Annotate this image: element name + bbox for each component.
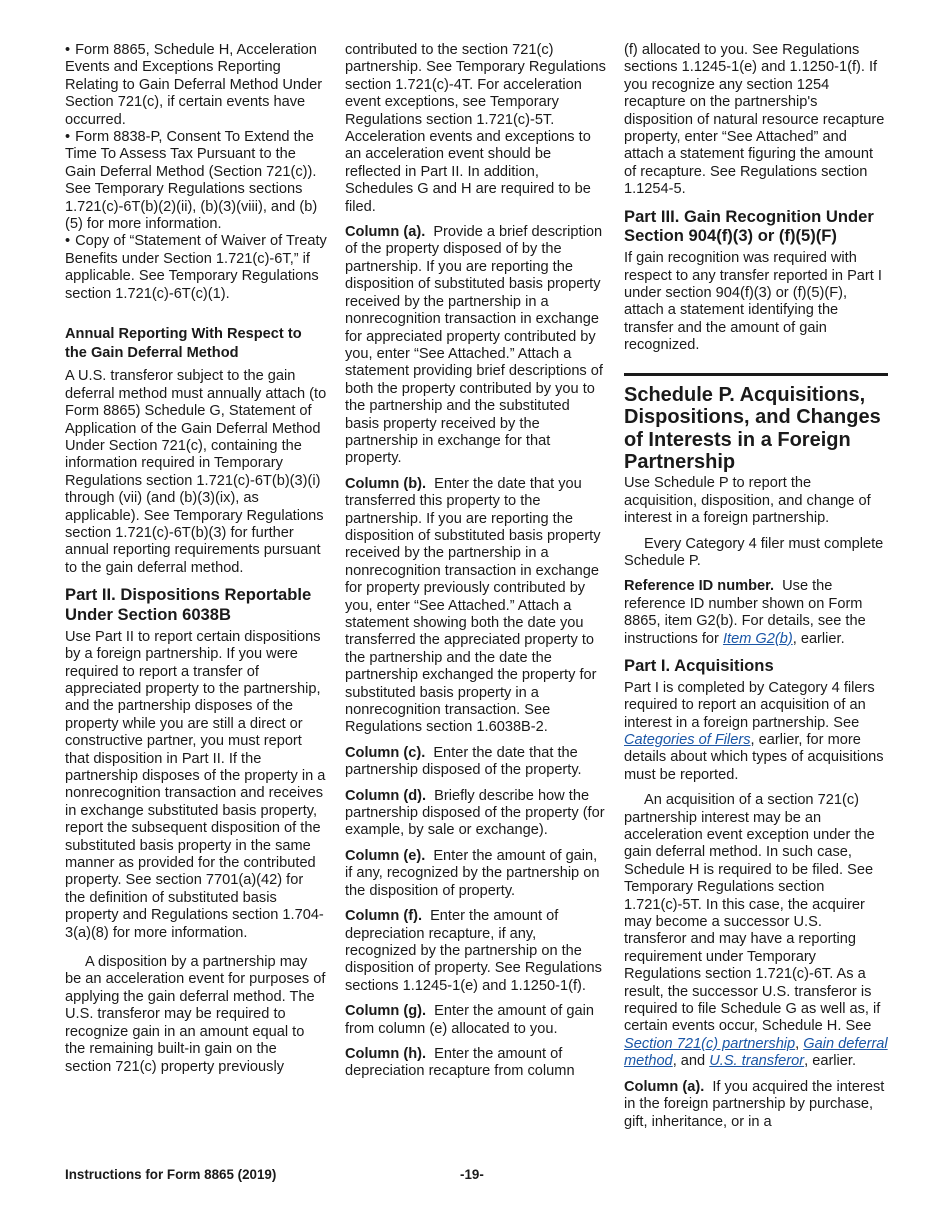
paragraph-text: Enter the amount of depreciation recapture, if any, recognized by the partnership on the disposition of property. See Regulations sections 1.1245-1(e) and 1.1250-1(f). — [345, 908, 602, 994]
schedule-p-heading: Schedule P. Acquisitions, Dispositions, and Changes of Interests in a Foreign Partnership — [624, 383, 881, 473]
column-c-paragraph — [345, 745, 607, 780]
paragraph-text: An acquisition of a section 721(c) partnership interest may be an acceleration event exception under the gain deferral method. In such case, Schedule H is required to be filed. See Temporary Regulations section 1.721(c)-5T. In this case, the acquirer may become a successor U.S. transferor and may have a reporting requirement under Temporary Regulations section 1.721(c)-6T. As a result, the successor U.S. transferor is required to file Schedule G as well as, if certain events occur, Schedule H. See — [624, 792, 881, 1035]
run-in-label: Column (a). — [624, 1078, 705, 1095]
paragraph-text: If you acquired the interest in the foreign partnership by purchase, gift, inheritance, or in a — [624, 1078, 885, 1130]
run-in-label: Column (g). — [345, 1003, 427, 1020]
run-in-label: Column (f). — [345, 908, 423, 925]
run-in-label: Column (b). — [345, 475, 427, 492]
categories-of-filers-link[interactable]: Categories of Filers — [624, 731, 751, 748]
list-item: • Form 8865, Schedule H, Acceleration Events and Exceptions Reporting Relating to Gain Deferral Method Under Section 721(c), if certain events have occurred. — [65, 42, 327, 129]
list-item: • Form 8838-P, Consent To Extend the Time To Assess Tax Pursuant to the Gain Deferral Method (Section 721(c)). See Temporary Regulations sections 1.721(c)-6T(b)(2)(ii), (b)(3)(viii), and (b)(5) for more information. — [65, 129, 327, 233]
paragraph-text: , earlier, for more details about which types of acquisitions must be reported. — [624, 731, 884, 783]
column-b-paragraph — [345, 476, 607, 737]
paragraph-text: Enter the amount of gain, if any, recognized by the partnership on the disposition of property. — [345, 847, 600, 899]
run-in-label: Column (a). — [345, 224, 426, 241]
column-a-paragraph — [624, 1079, 888, 1131]
column-e-paragraph — [345, 848, 607, 900]
attachment-bullet-list — [65, 42, 327, 303]
run-in-label: Column (d). — [345, 787, 427, 804]
run-in-label: Column (h). — [345, 1045, 427, 1062]
column-f-paragraph — [345, 908, 607, 995]
paragraph-text: , — [795, 1035, 800, 1052]
continued-paragraph: contributed to the section 721(c) partnership. See Temporary Regulations section 1.721(c)-4T. For acceleration event exceptions, see Temporary Regulations section 1.721(c)-5T. Acceleration events and exceptions to an acceleration event should be reflected in Part II. In addition, Schedules G and H are required to be filed. — [345, 42, 606, 215]
paragraph-text: , earlier. — [792, 630, 845, 647]
part1-paragraph-2 — [624, 792, 888, 1071]
column-d-paragraph — [345, 788, 607, 840]
paragraph-text: Enter the amount of depreciation recapture from column — [345, 1045, 575, 1080]
column-a-paragraph — [345, 224, 607, 468]
part2-paragraph: Use Part II to report certain dispositions by a foreign partnership. If you were required to report a transfer of appreciated property to the partnership, and the partnership disposes of the property while you are still a direct or constructive partner, you must report that disposition in Part II. If the partnership disposes of the property in a nonrecognition transaction and receives in exchange substituted basis property, report the subsequent disposition of the substituted basis property in the same manner as provided for the contributed property. See section 7701(a)(42) for the definition of substituted basis property and Regulations section 1.704-3(a)(8) for more information. — [65, 628, 326, 941]
continued-paragraph: (f) allocated to you. See Regulations sections 1.1245-1(e) and 1.1250-1(f). If you recognize any section 1254 recapture on the partnership's disposition of natural resource recapture property, enter “See Attached” and attach a statement figuring the amount of recapture. See Regulations section 1.1254-5. — [624, 42, 885, 198]
part1-paragraph — [624, 680, 888, 784]
part1-heading: Part I. Acquisitions — [624, 655, 774, 675]
paragraph-text: , earlier. — [804, 1053, 857, 1070]
item-g2b-link[interactable]: Item G2(b) — [722, 630, 793, 647]
part3-paragraph: If gain recognition was required with respect to any transfer reported in Part I under section 904(f)(3) or (f)(5)(F), attach a statement identifying the transfer and the amount of gain recognized. — [624, 250, 882, 354]
page-number: -19- — [460, 1167, 484, 1182]
part3-heading: Part III. Gain Recognition Under Section 904(f)(3) or (f)(5)(F) — [624, 206, 874, 246]
paragraph-text: Enter the date that the partnership disposed of the property. — [345, 744, 582, 779]
paragraph-text: Part I is completed by Category 4 filers required to report an acquisition of an interest in a foreign partnership. See — [624, 679, 875, 731]
paragraph-text: Use the reference ID number shown on Form 8865, item G2(b). For details, see the instructions for — [624, 578, 866, 647]
column-2 — [345, 42, 607, 1089]
part2-paragraph-2: A disposition by a partnership may be an acceleration event for purposes of applying the gain deferral method. The U.S. transferor may be required to recognize gain in an amount equal to the remaining built-in gain on the section 721(c) property previously — [65, 954, 326, 1075]
section-721c-partnership-link[interactable]: Section 721(c) partnership — [624, 1035, 796, 1052]
column-h-paragraph — [345, 1046, 607, 1081]
part2-heading: Part II. Dispositions Reportable Under Section 6038B — [65, 585, 312, 624]
run-in-label: Reference ID number. — [624, 578, 775, 595]
paragraph-text: , and — [672, 1053, 706, 1070]
annual-reporting-heading: Annual Reporting With Respect to the Gain Deferral Method — [65, 326, 302, 361]
gain-deferral-method-link[interactable]: Gain deferral method — [624, 1035, 888, 1070]
column-g-paragraph — [345, 1003, 607, 1038]
run-in-label: Column (e). — [345, 847, 426, 864]
run-in-label: Column (c). — [345, 744, 426, 761]
column-3 — [624, 42, 888, 1139]
paragraph-text: Enter the date that you transferred this property to the partnership. If you are reporting the disposition of substituted basis property received by the partnership in a nonrecognition transaction in exchange for property previously contributed by you, enter “See Attached.” Attach a statement showing both the date you transferred the appreciated property to the partnership and the date the partnership exchanged the property for substituted basis property in a nonrecognition transaction. See Regulations section 1.6038B-2. — [345, 475, 601, 736]
annual-reporting-paragraph: A U.S. transferor subject to the gain deferral method must annually attach (to Form 8865) Schedule G, Statement of Application of the Gain Deferral Method Under Section 721(c), containing the information required in Temporary Regulations section 1.721(c)-6T(b)(3)(i) through (vii) (and (b)(3)(ix), as applicable). See Temporary Regulations section 1.721(c)-6T(b)(3) for further annual reporting requirements pursuant to the gain deferral method. — [65, 368, 327, 576]
section-rule — [624, 373, 888, 376]
schedule-p-paragraph-2: Every Category 4 filer must complete Schedule P. — [624, 535, 884, 569]
paragraph-text: Provide a brief description of the property disposed of by the partnership. If you are reporting the disposition of substituted basis property received by the partnership in a nonrecognition transaction in exchange for appreciated property contributed by you, enter “See Attached.” Attach a statement providing brief descriptions of both the property contributed by you to the partnership and the substituted basis property received by the partnership in exchange for that property. — [345, 224, 603, 467]
reference-id-paragraph — [624, 578, 888, 648]
us-transferor-link[interactable]: U.S. transferor — [709, 1053, 805, 1070]
column-1 — [65, 42, 327, 1084]
footer-form-title: Instructions for Form 8865 (2019) — [65, 1167, 277, 1182]
schedule-p-paragraph: Use Schedule P to report the acquisition, disposition, and change of interest in a foreign partnership. — [624, 475, 871, 527]
paragraph-text: Briefly describe how the partnership disposed of the property (for example, by sale or exchange). — [345, 787, 605, 839]
list-item: • Copy of “Statement of Waiver of Treaty Benefits under Section 1.721(c)-6T,” if applicable. See Temporary Regulations section 1.721(c)-6T(c)(1). — [65, 233, 327, 303]
paragraph-text: Enter the amount of gain from column (e) allocated to you. — [345, 1003, 594, 1037]
